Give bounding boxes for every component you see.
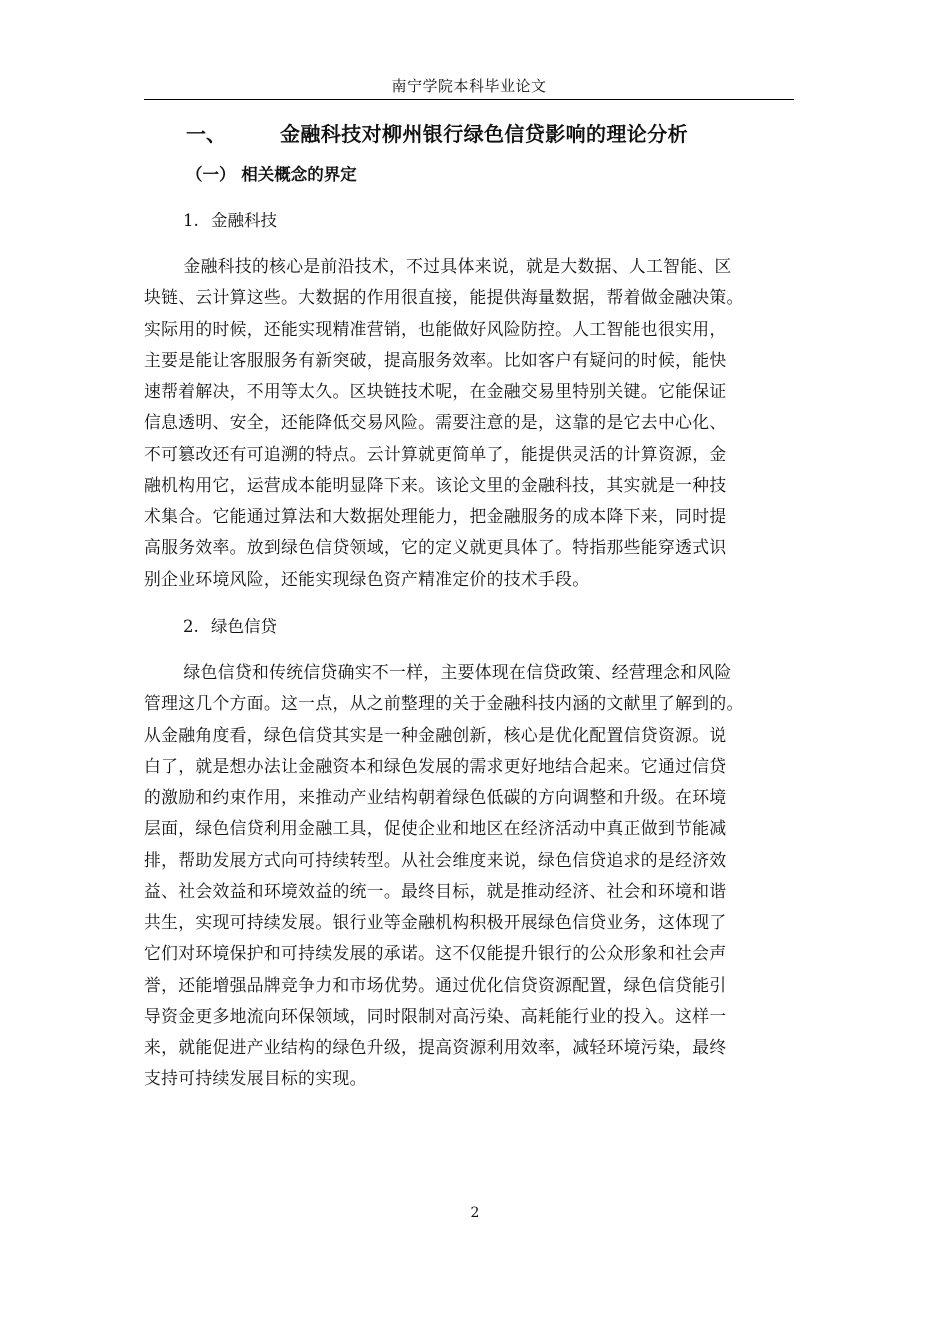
text-line: 白了，就是想办法让金融资本和绿色发展的需求更好地结合起来。它通过信贷 [144, 755, 727, 776]
subsection-number: 1. [183, 211, 199, 230]
text-line: 管理这几个方面。这一点，从之前整理的关于金融科技内涵的文献里了解到的。 [144, 693, 744, 714]
text-line: 誉，还能增强品牌竞争力和市场优势。通过优化信贷资源配置，绿色信贷能引 [144, 974, 727, 995]
paragraph-fintech [144, 251, 800, 595]
subsection-title: 绿色信贷 [211, 617, 277, 636]
text-line: 高服务效率。放到绿色信贷领域，它的定义就更具体了。特指那些能穿透式识 [144, 537, 727, 558]
chapter-title: 金融科技对柳州银行绿色信贷影响的理论分析 [280, 122, 688, 146]
text-line: 支持可持续发展目标的实现。 [144, 1068, 367, 1089]
text-line: 不可篡改还有可追溯的特点。云计算就更简单了，能提供灵活的计算资源，金 [144, 443, 727, 464]
running-header: 南宁学院本科毕业论文 [391, 77, 547, 95]
text-line: 别企业环境风险，还能实现绿色资产精准定价的技术手段。 [144, 568, 590, 589]
text-line: 的激励和约束作用，来推动产业结构朝着绿色低碳的方向调整和升级。在环境 [144, 787, 727, 807]
text-line: 术集合。它能通过算法和大数据处理能力，把金融服务的成本降下来，同时提 [144, 506, 727, 526]
text-line: 层面，绿色信贷利用金融工具，促使企业和地区在经济活动中真正做到节能减 [144, 818, 727, 839]
subsection-heading-1 [183, 207, 277, 235]
text-line: 融机构用它，运营成本能明显降下来。该论文里的金融科技，其实就是一种技 [144, 474, 727, 495]
paragraph-green-credit [144, 657, 800, 1095]
text-line: 信息透明、安全，还能降低交易风险。需要注意的是，这靠的是它去中心化、 [144, 412, 727, 433]
subsection-title: 金融科技 [211, 211, 277, 230]
text-line: 块链、云计算这些。大数据的作用很直接，能提供海量数据，帮着做金融决策。 [144, 287, 744, 308]
text-line: 实际用的时候，还能实现精准营销，也能做好风险防控。人工智能也很实用， [144, 318, 727, 339]
header-rule [144, 99, 794, 100]
subsection-number: 2. [183, 617, 199, 636]
chapter-number: 一、 [186, 122, 226, 146]
subsection-heading-2 [183, 613, 277, 641]
section-heading: （一） 相关概念的界定 [186, 165, 357, 184]
text-line: 共生，实现可持续发展。银行业等金融机构积极开展绿色信贷业务，这体现了 [144, 912, 727, 932]
text-line: 金融科技的核心是前沿技术，不过具体来说，就是大数据、人工智能、区 [183, 256, 732, 276]
text-line: 它们对环境保护和可持续发展的承诺。这不仅能提升银行的公众形象和社会声 [144, 943, 727, 964]
text-line: 导资金更多地流向环保领域，同时限制对高污染、高耗能行业的投入。这样一 [144, 1005, 727, 1026]
chapter-heading [0, 118, 950, 150]
text-line: 速帮着解决，不用等太久。区块链技术呢，在金融交易里特别关键。它能保证 [144, 381, 727, 401]
text-line: 来，就能促进产业结构的绿色升级，提高资源利用效率，减轻环境污染，最终 [144, 1037, 727, 1057]
text-line: 主要是能让客服服务有新突破，提高服务效率。比如客户有疑问的时候，能快 [144, 349, 727, 370]
text-line: 从金融角度看，绿色信贷其实是一种金融创新，核心是优化配置信贷资源。说 [144, 724, 727, 745]
text-line: 益、社会效益和环境效益的统一。最终目标，就是推动经济、社会和环境和谐 [144, 880, 727, 901]
text-line: 排，帮助发展方式向可持续转型。从社会维度来说，绿色信贷追求的是经济效 [144, 849, 727, 870]
text-line: 绿色信贷和传统信贷确实不一样，主要体现在信贷政策、经营理念和风险 [183, 662, 732, 682]
page-number: 2 [470, 1205, 480, 1221]
